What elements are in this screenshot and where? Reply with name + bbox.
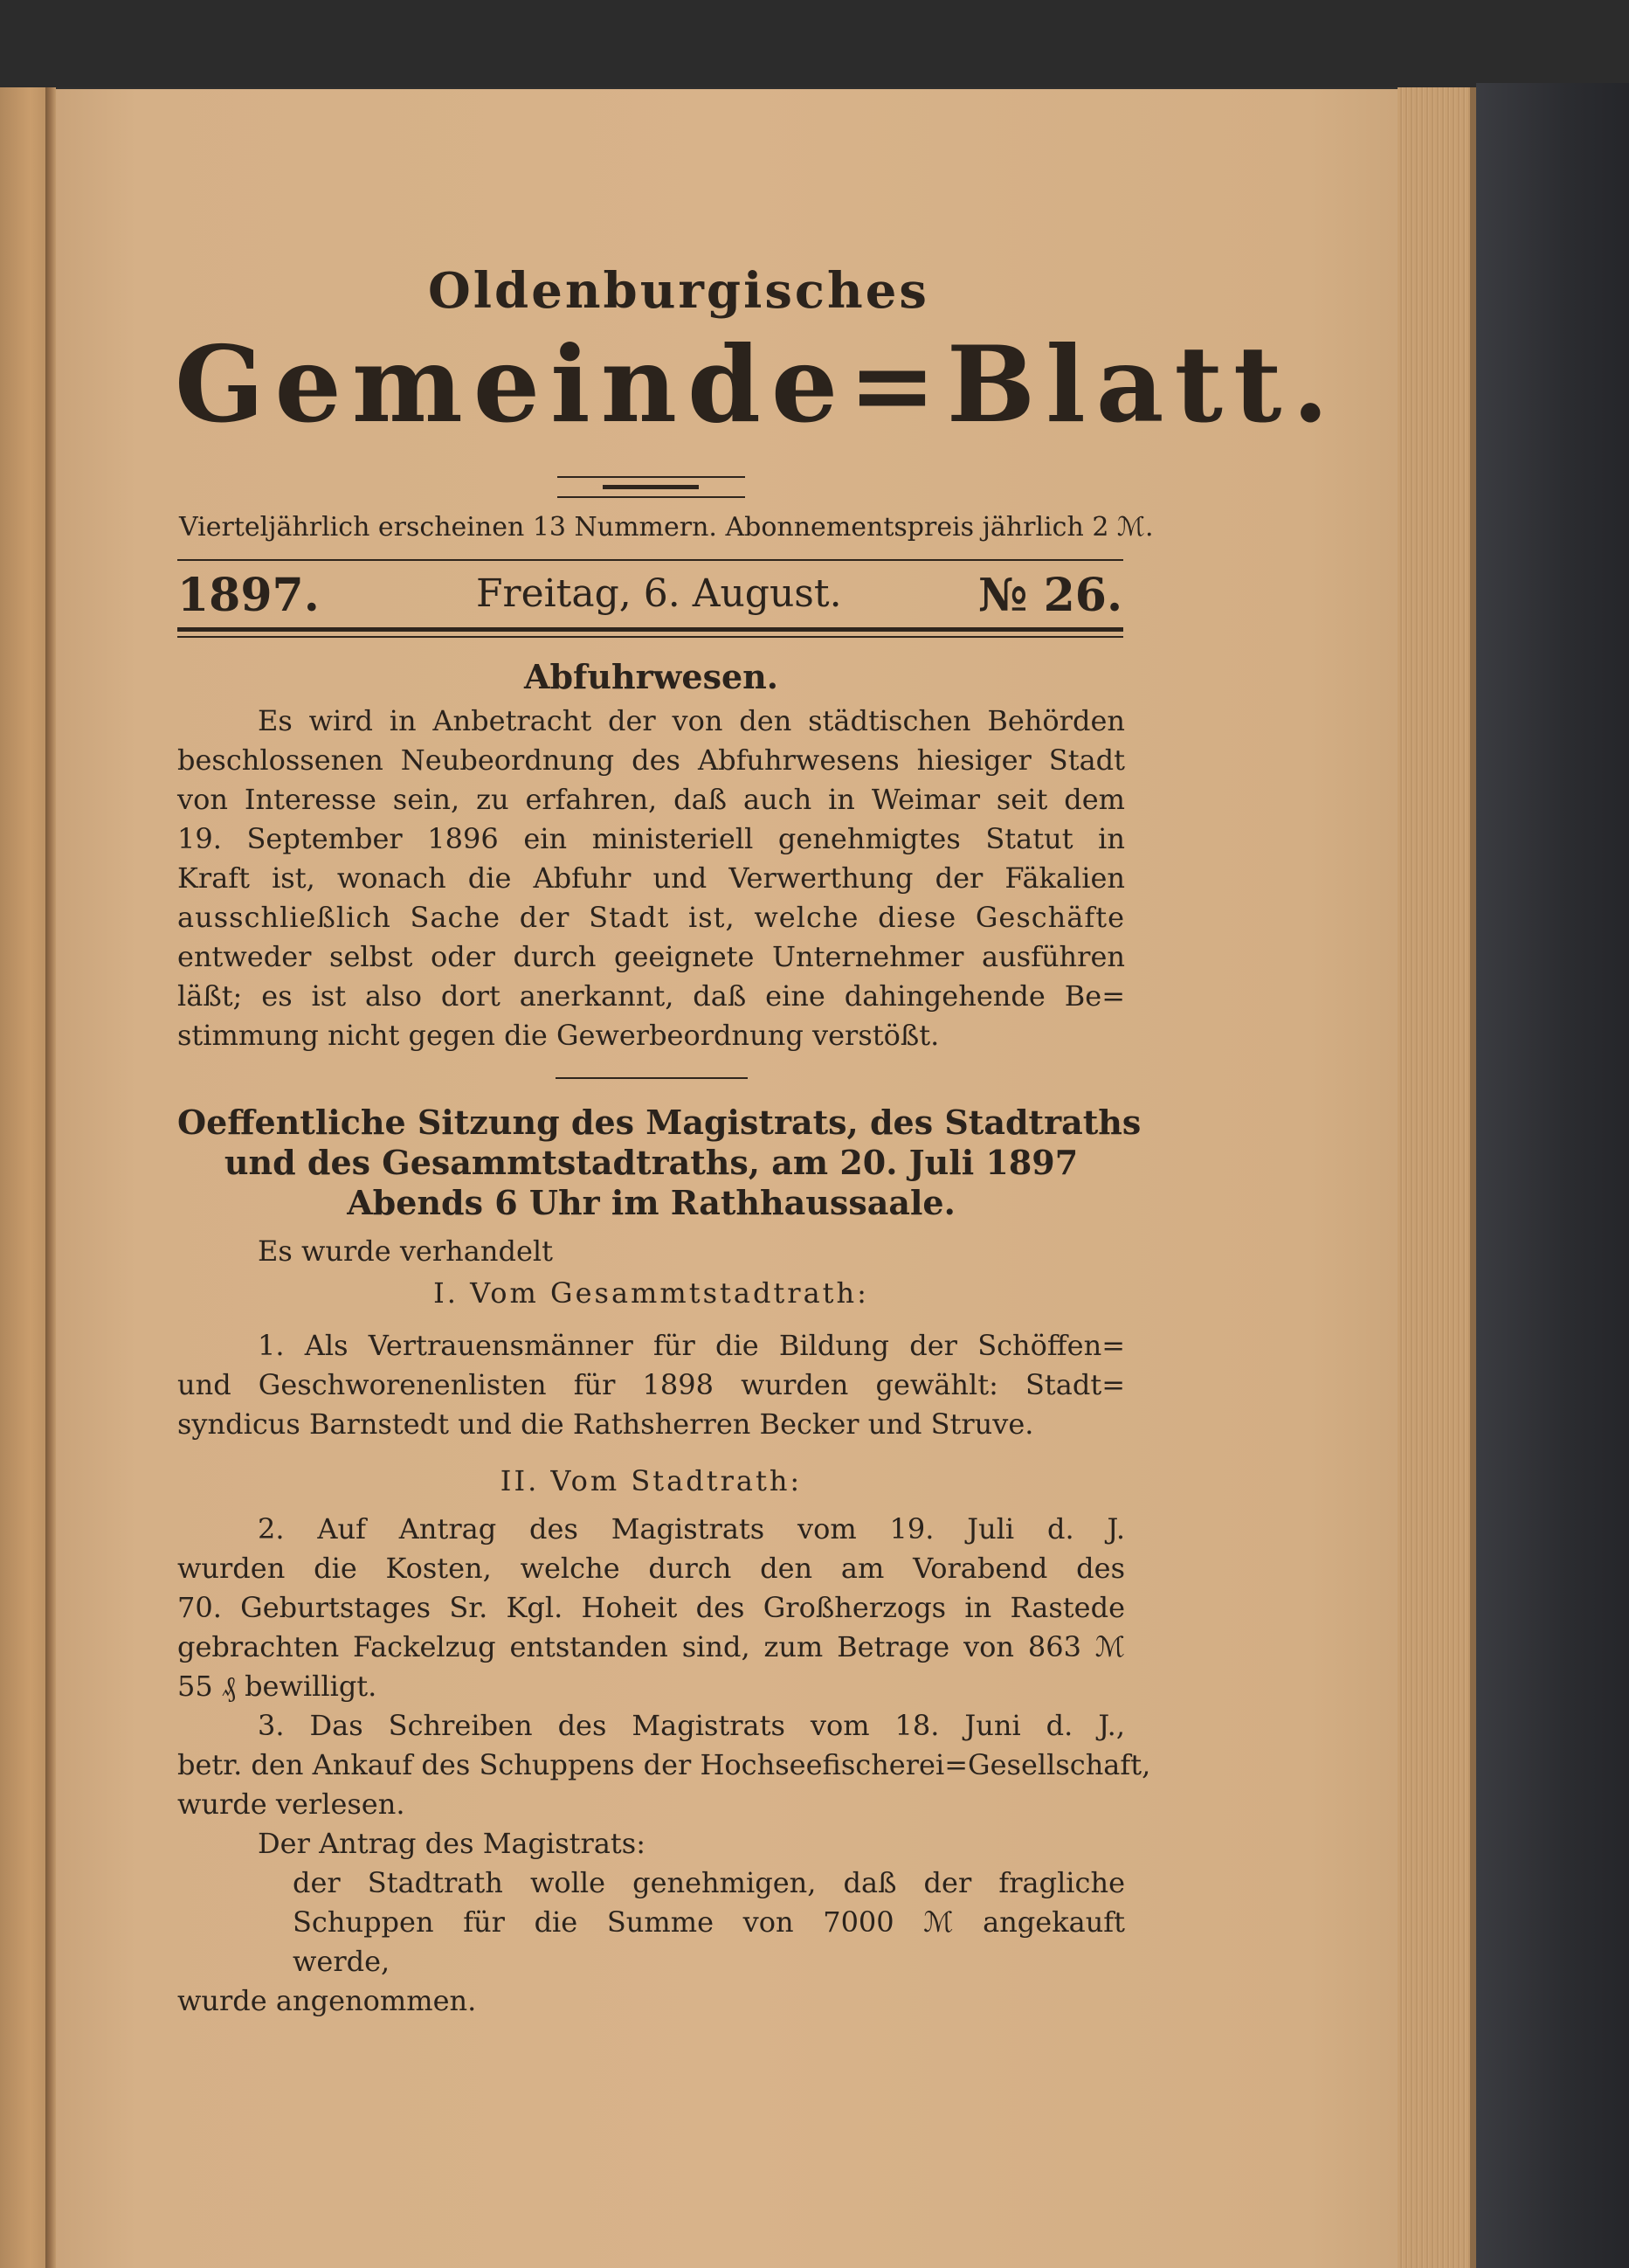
header-rule-top	[177, 559, 1123, 561]
article-line: und Geschworenenlisten für 1898 wurden gewählt: Stadt=	[177, 1368, 1125, 1401]
issue-number: № 26.	[978, 569, 1123, 622]
section-heading-line: und des Gesammtstadtraths, am 20. Juli 1897	[224, 1143, 1079, 1182]
section-heading-abfuhrwesen: Abfuhrwesen.	[524, 657, 778, 696]
article-line: syndicus Barnstedt und die Rathsherren Becker und Struve.	[177, 1407, 1034, 1441]
book-cover	[1476, 83, 1629, 2268]
article-line: von Interesse sein, zu erfahren, daß auch in Weimar seit dem	[177, 783, 1125, 816]
article-line: Der Antrag des Magistrats:	[258, 1827, 645, 1860]
book-gutter	[45, 87, 56, 2268]
subheading-gesammtstadtrath: I. Vom Gesammtstadtrath:	[433, 1276, 869, 1310]
section-heading-line: Oeffentliche Sitzung des Magistrats, des Stadtraths	[177, 1103, 1142, 1142]
header-rule-thick	[177, 627, 1123, 632]
masthead-rule-middle	[603, 485, 699, 489]
article-line: beschlossenen Neubeordnung des Abfuhrwesens hiesiger Stadt	[177, 743, 1125, 777]
article-line: wurde verlesen.	[177, 1787, 405, 1821]
subheading-stadtrath: II. Vom Stadtrath:	[500, 1464, 803, 1497]
article-line: ausschließlich Sache der Stadt ist, welche diese Geschäfte	[177, 901, 1125, 934]
masthead-rule-top	[557, 476, 745, 478]
masthead-title: Gemeinde=Blatt.	[175, 323, 1340, 446]
article-line: läßt; es ist also dort anerkannt, daß eine dahingehende Be=	[177, 979, 1125, 1013]
issue-year: 1897.	[177, 569, 320, 622]
page-edges	[1398, 87, 1481, 2268]
article-line: betr. den Ankauf des Schuppens der Hochseefischerei=Gesellschaft,	[177, 1748, 1151, 1781]
article-line: stimmung nicht gegen die Gewerbeordnung verstößt.	[177, 1019, 940, 1052]
article-line: 3. Das Schreiben des Magistrats vom 18. Juni d. J.,	[258, 1709, 1125, 1742]
section-divider	[556, 1077, 748, 1079]
masthead-line1: Oldenburgisches	[428, 262, 929, 320]
article-line: wurde angenommen.	[177, 1984, 477, 2017]
article-line: entweder selbst oder durch geeignete Unternehmer ausführen	[177, 940, 1125, 973]
masthead-rule-bottom	[557, 496, 745, 498]
article-line: Es wird in Anbetracht der von den städtischen Behörden	[258, 704, 1125, 737]
issue-date: Freitag, 6. August.	[476, 571, 842, 616]
left-page-edge	[0, 87, 51, 2268]
quoted-motion-line: Schuppen für die Summe von 7000 ℳ angekauft	[293, 1905, 1125, 1939]
article-line: 2. Auf Antrag des Magistrats vom 19. Juli d. J.	[258, 1512, 1125, 1545]
article-line: Kraft ist, wonach die Abfuhr und Verwerthung der Fäkalien	[177, 861, 1125, 895]
intro-line: Es wurde verhandelt	[258, 1234, 553, 1268]
article-line: gebrachten Fackelzug entstanden sind, zum Betrage von 863 ℳ	[177, 1630, 1125, 1663]
quoted-motion-line: der Stadtrath wolle genehmigen, daß der fragliche	[293, 1866, 1125, 1899]
article-line: 1. Als Vertrauensmänner für die Bildung der Schöffen=	[258, 1329, 1125, 1362]
quoted-motion-line: werde,	[293, 1945, 390, 1978]
article-line: 19. September 1896 ein ministeriell genehmigtes Statut in	[177, 822, 1125, 855]
article-line: wurden die Kosten, welche durch den am Vorabend des	[177, 1552, 1125, 1585]
article-line: 55 ₰ bewilligt.	[177, 1670, 377, 1703]
section-heading-line: Abends 6 Uhr im Rathhaussaale.	[347, 1183, 956, 1222]
scan-background	[0, 0, 1629, 87]
article-line: 70. Geburtstages Sr. Kgl. Hoheit des Großherzogs in Rastede	[177, 1591, 1125, 1624]
header-rule-thin	[177, 636, 1123, 638]
subscription-info: Vierteljährlich erscheinen 13 Nummern. Abonnementspreis jährlich 2 ℳ.	[179, 512, 1154, 543]
